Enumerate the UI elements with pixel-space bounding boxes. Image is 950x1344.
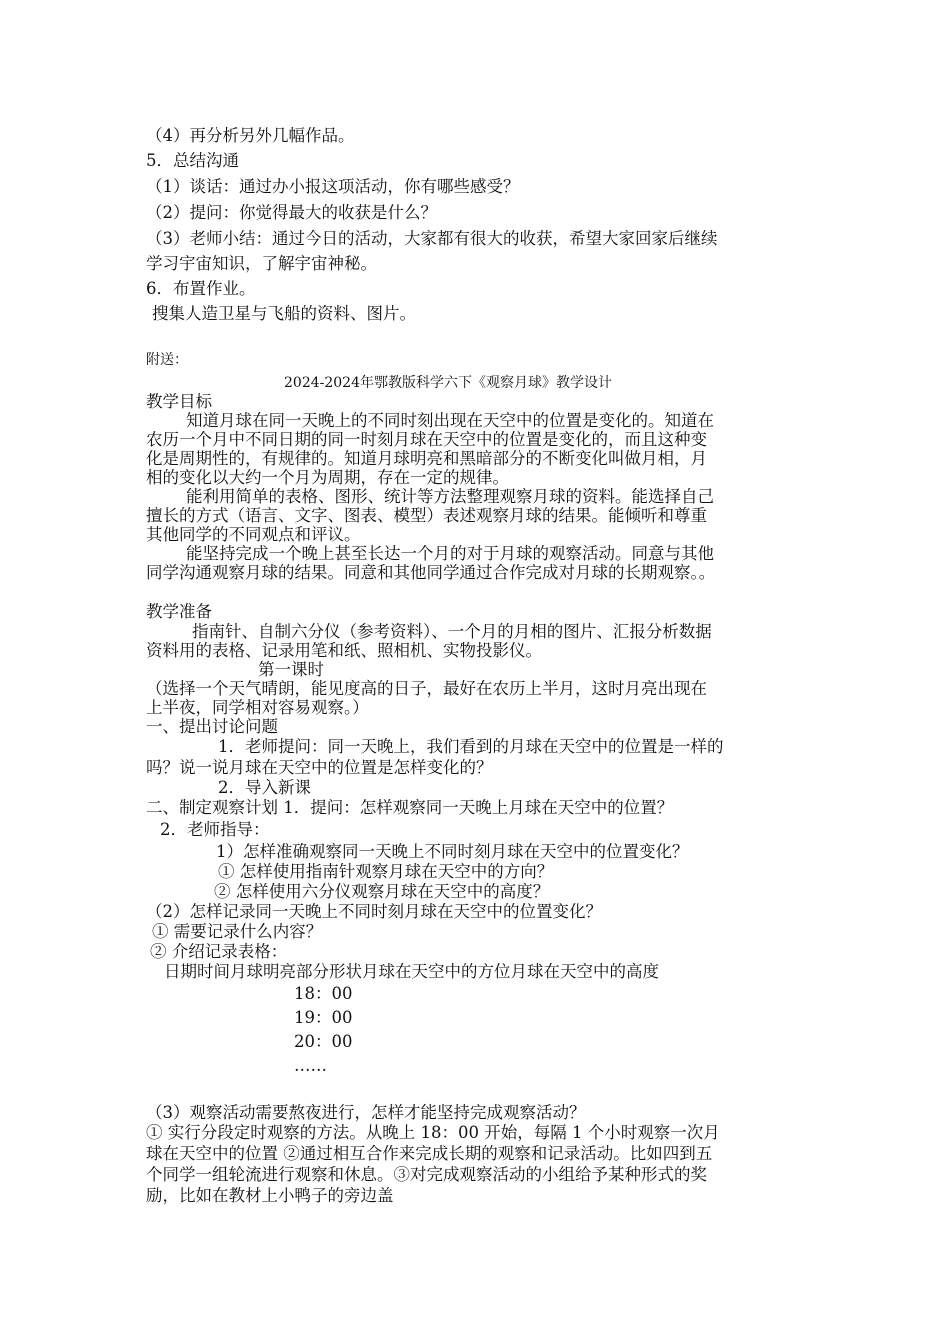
text-line: 上半夜，同学相对容易观察。） <box>146 698 369 717</box>
lesson-heading: 第一课时 <box>258 660 324 679</box>
section-heading: 一、提出讨论问题 <box>146 717 278 736</box>
text-line: ② 介绍记录表格： <box>150 942 288 961</box>
text-line: 励，比如在教材上小鸭子的旁边盖 <box>146 1186 394 1205</box>
text-line: 吗？说一说月球在天空中的位置是怎样变化的？ <box>146 758 493 777</box>
text-line: 能坚持完成一个晚上甚至长达一个月的对于月球的观察活动。同意与其他 <box>186 544 714 563</box>
section-heading: 二、制定观察计划 1．提问：怎样观察同一天晚上月球在天空中的位置？ <box>146 798 674 817</box>
document-title: 2024-2024年鄂教版科学六下《观察月球》教学设计 <box>284 375 612 391</box>
text-line: 1）怎样准确观察同一天晚上不同时刻月球在天空中的位置变化？ <box>216 842 689 861</box>
text-line: （4）再分析另外几幅作品。 <box>146 126 355 145</box>
record-table-header: 日期时间月球明亮部分形状月球在天空中的方位月球在天空中的高度 <box>164 962 659 981</box>
text-line: （3）老师小结：通过今日的活动，大家都有很大的收获，希望大家回家后继续 <box>146 229 718 248</box>
section-heading: 5．总结沟通 <box>146 151 239 170</box>
text-line: （2）怎样记录同一天晚上不同时刻月球在天空中的位置变化？ <box>146 902 602 921</box>
text-line: 2．老师指导： <box>160 820 270 839</box>
text-line: 2．导入新课 <box>218 778 311 797</box>
text-line: 1．老师提问：同一天晚上，我们看到的月球在天空中的位置是一样的 <box>218 737 724 756</box>
text-line: 个同学一组轮流进行观察和休息。③对完成观察活动的小组给予某种形式的奖 <box>146 1165 707 1184</box>
text-line: ① 实行分段定时观察的方法。从晚上 18：00 开始，每隔 1 个小时观察一次月 <box>146 1123 720 1142</box>
text-line: 擅长的方式（语言、文字、图表、模型）表述观察月球的结果。能倾听和尊重 <box>146 506 707 525</box>
text-line: ① 需要记录什么内容？ <box>152 922 323 941</box>
text-line: 球在天空中的位置 ②通过相互合作来完成长期的观察和记录活动。比如四到五 <box>146 1144 713 1163</box>
text-line: 其他同学的不同观点和评议。 <box>146 525 361 544</box>
text-line: ① 怎样使用指南针观察月球在天空中的方向？ <box>218 862 554 881</box>
appendix-label: 附送： <box>146 352 188 368</box>
text-line: 相的变化以大约一个月为周期，存在一定的规律。 <box>146 468 509 487</box>
text-line: （3）观察活动需要熬夜进行，怎样才能坚持完成观察活动？ <box>146 1103 586 1122</box>
text-line: 农历一个月中不同日期的同一时刻月球在天空中的位置是变化的，而且这种变 <box>146 430 707 449</box>
text-line: 搜集人造卫星与飞船的资料、图片。 <box>152 304 416 323</box>
record-table-time: 20：00 <box>294 1032 353 1051</box>
record-table-time: 18：00 <box>294 984 353 1003</box>
text-line: （2）提问：你觉得最大的收获是什么？ <box>146 203 437 222</box>
text-line: ② 怎样使用六分仪观察月球在天空中的高度？ <box>214 882 550 901</box>
text-line: 同学沟通观察月球的结果。同意和其他同学通过合作完成对月球的长期观察。。 <box>146 563 716 582</box>
section-heading: 教学目标 <box>146 392 212 411</box>
text-line: 指南针、自制六分仪（参考资料）、一个月的月相的图片、汇报分析数据 <box>192 622 712 641</box>
record-table-ellipsis: …… <box>294 1056 327 1075</box>
text-line: （选择一个天气晴朗，能见度高的日子，最好在农历上半月，这时月亮出现在 <box>146 679 707 698</box>
section-heading: 教学准备 <box>146 602 212 621</box>
record-table-time: 19：00 <box>294 1008 353 1027</box>
section-heading: 6．布置作业。 <box>146 279 256 298</box>
text-line: （1）谈话：通过办小报这项活动，你有哪些感受？ <box>146 177 520 196</box>
text-line: 能利用简单的表格、图形、统计等方法整理观察月球的资料。能选择自己 <box>186 487 714 506</box>
text-line: 知道月球在同一天晚上的不同时刻出现在天空中的位置是变化的。知道在 <box>186 411 714 430</box>
text-line: 学习宇宙知识，了解宇宙神秘。 <box>146 254 377 273</box>
text-line: 化是周期性的，有规律的。知道月球明亮和黑暗部分的不断变化叫做月相，月 <box>146 449 707 468</box>
text-line: 资料用的表格、记录用笔和纸、照相机、实物投影仪。 <box>146 641 542 660</box>
